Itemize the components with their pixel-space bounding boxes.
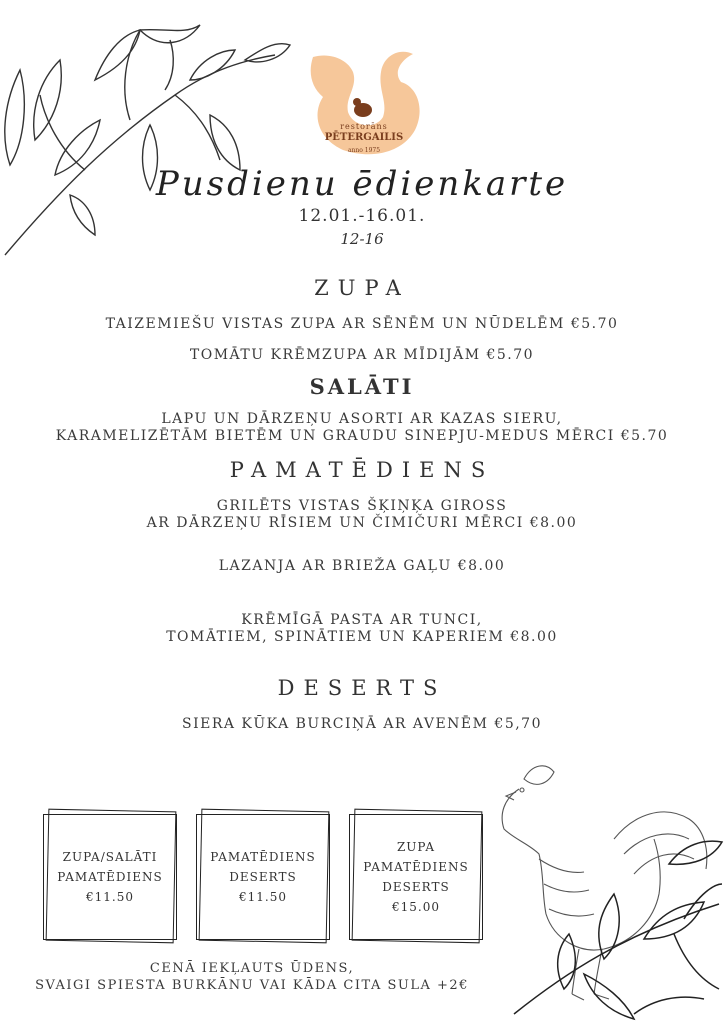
combo-price: €11.50 bbox=[239, 890, 287, 904]
combo-box-main-dessert bbox=[196, 814, 330, 940]
logo-brand: PĒTERGAILIS bbox=[324, 132, 404, 143]
restaurant-logo bbox=[303, 42, 425, 160]
section-title-soup: ZUPA bbox=[314, 276, 410, 300]
combo-line: PAMATĒDIENS bbox=[210, 850, 316, 864]
menu-item: LAPU UN DĀRZEŅU ASORTI AR KAZAS SIERU, bbox=[161, 411, 563, 427]
section-title-salad: SALĀTI bbox=[309, 374, 415, 399]
combo-line: DESERTS bbox=[382, 880, 450, 894]
logo-since: anno 1975 bbox=[347, 147, 381, 154]
menu-item: LAZANJA AR BRIEŽA GAĻU €8.00 bbox=[218, 558, 506, 574]
combo-line: ZUPA bbox=[396, 840, 436, 854]
menu-item: GRILĒTS VISTAS ŠĶIŅĶA GIROSS bbox=[216, 498, 508, 514]
combo-price: €11.50 bbox=[86, 890, 134, 904]
menu-item: AR DĀRZEŅU RĪSIEM UN ČIMIČURI MĒRCI €8.00 bbox=[146, 515, 578, 531]
menu-item: TAIZEMIEŠU VISTAS ZUPA AR SĒNĒM UN NŪDELĒM €5.70 bbox=[105, 316, 619, 332]
combo-box-soup-main bbox=[43, 814, 177, 940]
combo-line: ZUPA/SALĀTI bbox=[62, 850, 158, 864]
logo-small-text: restorāns bbox=[340, 122, 388, 131]
combo-box-full bbox=[349, 814, 483, 940]
menu-item: TOMĀTU KRĒMZUPA AR MĪDIJĀM €5.70 bbox=[189, 347, 535, 363]
menu-item: KRĒMĪGĀ PASTA AR TUNCI, bbox=[241, 612, 483, 628]
section-title-main: PAMATĒDIENS bbox=[229, 458, 495, 482]
section-title-dessert: DESERTS bbox=[277, 676, 447, 700]
footnote-line: CENĀ IEKĻAUTS ŪDENS, bbox=[149, 961, 355, 976]
menu-title: Pusdienu ēdienkarte bbox=[155, 164, 569, 204]
menu-hours: 12-16 bbox=[340, 230, 384, 248]
menu-dates: 12.01.-16.01. bbox=[298, 206, 426, 226]
rooster-illustration bbox=[484, 744, 724, 1024]
menu-item: TOMĀTIEM, SPINĀTIEM UN KAPERIEM €8.00 bbox=[166, 629, 558, 645]
menu-item: SIERA KŪKA BURCIŅĀ AR AVENĒM €5,70 bbox=[181, 716, 542, 732]
combo-line: PAMATĒDIENS bbox=[363, 860, 469, 874]
footnote bbox=[0, 960, 504, 994]
combo-price: €15.00 bbox=[392, 900, 440, 914]
combo-line: DESERTS bbox=[229, 870, 297, 884]
menu-item: KARAMELIZĒTĀM BIETĒM UN GRAUDU SINEPJU-MEDUS MĒRCI €5.70 bbox=[55, 428, 669, 444]
combo-line: PAMATĒDIENS bbox=[57, 870, 163, 884]
footnote-line: SVAIGI SPIESTA BURKĀNU VAI KĀDA CITA SULA +2€ bbox=[35, 978, 469, 993]
